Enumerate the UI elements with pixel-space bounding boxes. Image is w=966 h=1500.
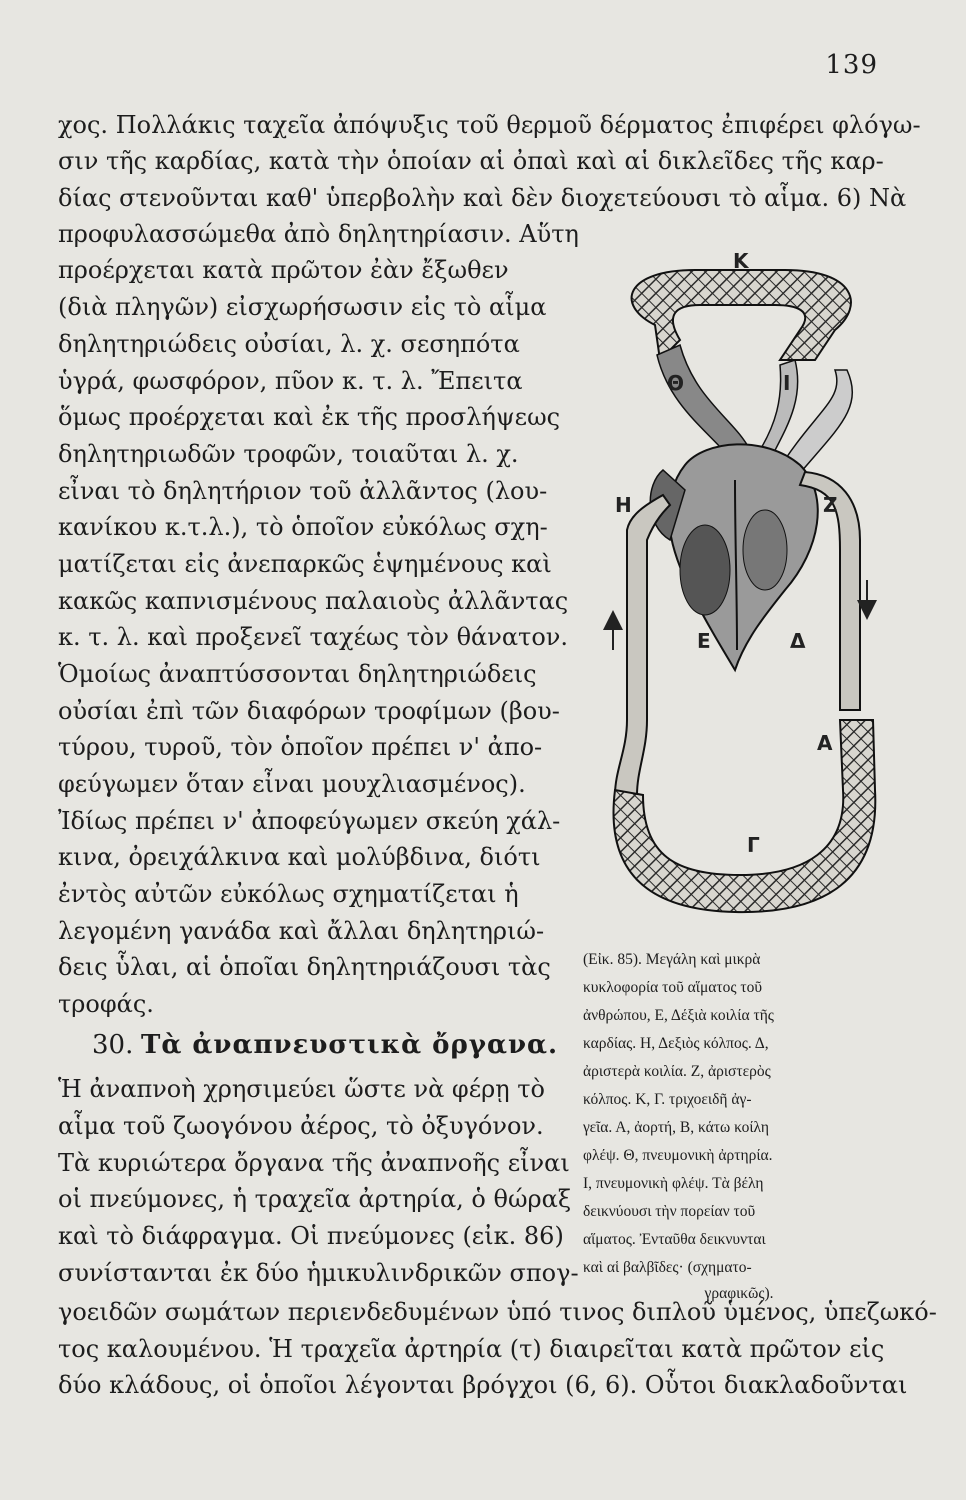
vena-cava	[615, 495, 670, 795]
text-line: (διὰ πληγῶν) εἰσχωρήσωσιν εἰς τὸ αἷμα	[58, 293, 547, 321]
text-line: καὶ τὸ διάφραγμα. Οἱ πνεύμονες (εἰκ. 86)	[58, 1222, 564, 1250]
section-heading	[92, 1030, 558, 1060]
text-line: δεις ὗλαι, αἱ ὁποῖαι δηλητηριάζουσι τὰς	[58, 953, 551, 981]
text-line: κινα, ὀρειχάλκινα καὶ μολύβδινα, διότι	[58, 843, 541, 871]
text-line: φεύγωμεν ὅταν εἶναι μουχλιασμένος).	[58, 770, 526, 798]
caption-line: καὶ αἱ βαλβῖδες· (σχηματο-	[583, 1259, 752, 1276]
caption-line: ἀριστερὰ κοιλία. Ζ, ἀριστερὸς	[583, 1063, 771, 1080]
label-k: K	[733, 250, 749, 273]
heart-chamber	[680, 525, 730, 615]
text-line: Ἡ ἀναπνοὴ χρησιμεύει ὥστε νὰ φέρῃ τὸ	[58, 1075, 545, 1103]
text-line: Ὁμοίως ἀναπτύσσονται δηλητηριώδεις	[58, 660, 537, 688]
text-line: προέρχεται κατὰ πρῶτον ἐὰν ἔξωθεν	[58, 256, 509, 284]
text-line: προφυλασσώμεθα ἀπὸ δηλητηρίασιν. Αὕτη	[58, 220, 579, 248]
caption-line: αἵματος. Ἐνταῦθα δεικνυνται	[583, 1231, 766, 1248]
label-iota: Ι	[783, 371, 791, 395]
text-line: δηλητηριωδῶν τροφῶν, τοιαῦται λ. χ.	[58, 440, 519, 468]
caption-line: γραφικῶς).	[704, 1285, 774, 1302]
text-line: δηλητηριώδεις οὐσίαι, λ. χ. σεσηπότα	[58, 330, 520, 358]
text-line: συνίστανται ἐκ δύο ἡμικυλινδρικῶν σπογ-	[58, 1259, 579, 1287]
text-line: γοειδῶν σωμάτων περιενδεδυμένων ὑπό τινος διπλοῦ ὑμένος, ὑπεζωκό-	[58, 1298, 937, 1326]
label-alpha: Α	[817, 731, 833, 755]
text-line: αἷμα τοῦ ζωογόνου ἀέρος, τὸ ὀξυγόνον.	[58, 1112, 544, 1140]
circulation-diagram	[585, 250, 897, 930]
text-line: Τὰ κυριώτερα ὄργανα τῆς ἀναπνοῆς εἶναι	[58, 1149, 570, 1177]
label-eta: Η	[615, 493, 632, 517]
pulmonary-capillary-loop	[632, 270, 851, 360]
label-epsilon: Ε	[697, 629, 711, 653]
text-line: οὐσίαι ἐπὶ τῶν διαφόρων τροφίμων (βου-	[58, 697, 560, 725]
caption-line: Ι, πνευμονικὴ φλέψ. Τὰ βέλη	[583, 1175, 764, 1192]
label-zeta: Ζ	[823, 493, 838, 517]
caption-line: φλέψ. Θ, πνευμονικὴ ἀρτηρία.	[583, 1147, 773, 1164]
text-line: τροφάς.	[58, 990, 154, 1018]
text-line: ἐντὸς αὐτῶν εὐκόλως σχηματίζεται ἡ	[58, 880, 519, 908]
text-line: εἶναι τὸ δηλητήριον τοῦ ἀλλᾶντος (λου-	[58, 477, 548, 505]
text-line: οἱ πνεύμονες, ἡ τραχεῖα ἀρτηρία, ὁ θώραξ	[58, 1185, 572, 1213]
text-line: κ. τ. λ. καὶ προξενεῖ ταχέως τὸν θάνατον.	[58, 623, 568, 651]
caption-line: (Εἰκ. 85). Μεγάλη καὶ μικρὰ	[583, 951, 761, 968]
text-line: ὅμως προέρχεται καὶ ἐκ τῆς προσλήψεως	[58, 403, 561, 431]
caption-line: κυκλοφορία τοῦ αἵματος τοῦ	[583, 979, 763, 996]
systemic-capillary-loop	[614, 720, 876, 912]
pulmonary-vein	[760, 360, 798, 460]
heart-chamber	[743, 510, 787, 590]
section-title: Τὰ ἀναπνευστικὰ ὄργανα.	[141, 1030, 559, 1060]
text-line: κανίκου κ.τ.λ.), τὸ ὁποῖον εὐκόλως σχη-	[58, 513, 548, 541]
caption-line: ἀνθρώπου, Ε, Δέξιὰ κοιλία τῆς	[583, 1007, 774, 1024]
text-line: ὑγρά, φωσφόρον, πῦον κ. τ. λ. Ἔπειτα	[58, 367, 523, 395]
caption-line: γεῖα. Α, ἀορτή, Β, κάτω κοίλη	[583, 1119, 769, 1136]
text-line: Ἰδίως πρέπει ν' ἀποφεύγωμεν σκεύη χάλ-	[58, 807, 561, 835]
label-theta: Θ	[667, 371, 685, 395]
text-line: κακῶς καπνισμένους παλαιοὺς ἀλλᾶντας	[58, 587, 569, 615]
circulation-figure	[585, 250, 897, 930]
text-line: δίας στενοῦνται καθ' ὑπερβολὴν καὶ δὲν διοχετεύουσι τὸ αἷμα. 6) Νὰ	[58, 184, 907, 212]
text-line: τύρου, τυροῦ, τὸν ὁποῖον πρέπει ν' ἀπο-	[58, 733, 543, 761]
text-line: σιν τῆς καρδίας, κατὰ τὴν ὁποίαν αἱ ὀπαὶ καὶ αἱ δικλεῖδες τῆς καρ-	[58, 147, 884, 175]
caption-line: κόλπος. Κ, Γ. τριχοειδῆ ἀγ-	[583, 1091, 752, 1108]
page-number: 139	[825, 50, 878, 80]
text-line: λεγομένη γανάδα καὶ ἄλλαι δηλητηριώ-	[58, 917, 545, 945]
label-delta: Δ	[790, 629, 806, 653]
text-line: δύο κλάδους, οἱ ὁποῖοι λέγονται βρόγχοι (6, 6). Οὗτοι διακλαδοῦνται	[58, 1371, 908, 1399]
caption-line: δεικνύουσι τὴν πορείαν τοῦ	[583, 1203, 756, 1220]
text-line: ματίζεται εἰς ἀνεπαρκῶς ἑψημένους καὶ	[58, 550, 552, 578]
text-line: τος καλουμένου. Ἡ τραχεῖα ἀρτηρία (τ) διαιρεῖται κατὰ πρῶτον εἰς	[58, 1335, 885, 1363]
caption-line: καρδίας. Η, Δεξιὸς κόλπος. Δ,	[583, 1035, 769, 1052]
text-line: χος. Πολλάκις ταχεῖα ἀπόψυξις τοῦ θερμοῦ δέρματος ἐπιφέρει φλόγω-	[58, 111, 921, 139]
label-gamma: Γ	[747, 833, 760, 857]
section-number: 30.	[92, 1030, 134, 1060]
